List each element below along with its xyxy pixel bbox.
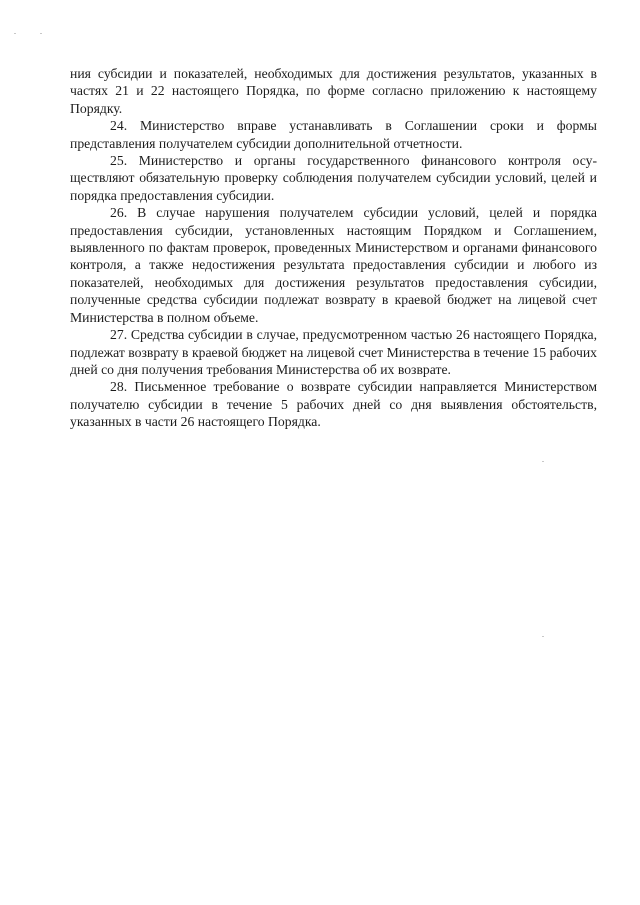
scan-speck [542, 461, 544, 462]
document-body [70, 65, 597, 431]
scan-speck [40, 33, 42, 34]
paragraph-26: 26. В случае нарушения получателем субсидии условий, целей и порядка предоставления субсидии, установленных настоящим Порядком и Соглашением, выявленного по фактам проверок, проведенных Министерством и органами финансового контроля, а также недостижения результата предоставления субсидии и любого из показателей, необходимых для достижения результатов предоставления субсидии, полученные средства субсидии подлежат возврату в краевой бюджет на лицевой счет Министерства в полном объеме. [70, 205, 597, 325]
paragraph-28: 28. Письменное требование о возврате субсидии направляется Министерством получателю субсидии в течение 5 рабочих дней со дня выявления обстоятельств, указанных в части 26 настоящего Порядка. [70, 379, 597, 430]
paragraph-27: 27. Средства субсидии в случае, предусмотренном частью 26 настоящего Порядка, подлежат возврату в краевой бюджет на лицевой счет Министерства в течение 15 рабочих дней со дня получения требования Министерства об их возврате. [70, 327, 597, 377]
paragraph-23-continuation: ния субсидии и показателей, необходимых для достижения результатов, указанных в частях 21 и 22 настоящего Порядка, по форме согласно приложению к настоящему Порядку. [70, 66, 597, 116]
scan-speck [14, 33, 16, 34]
paragraph-25: 25. Министерство и органы государственного финансового контроля осуществляют обязательную проверку соблюдения получателем субсидии условий, целей и порядка предоставления субсидии. [70, 153, 597, 203]
paragraph-24: 24. Министерство вправе устанавливать в Соглашении сроки и формы представления получателем субсидии дополнительной отчетности. [70, 118, 597, 151]
scan-speck [542, 636, 544, 637]
